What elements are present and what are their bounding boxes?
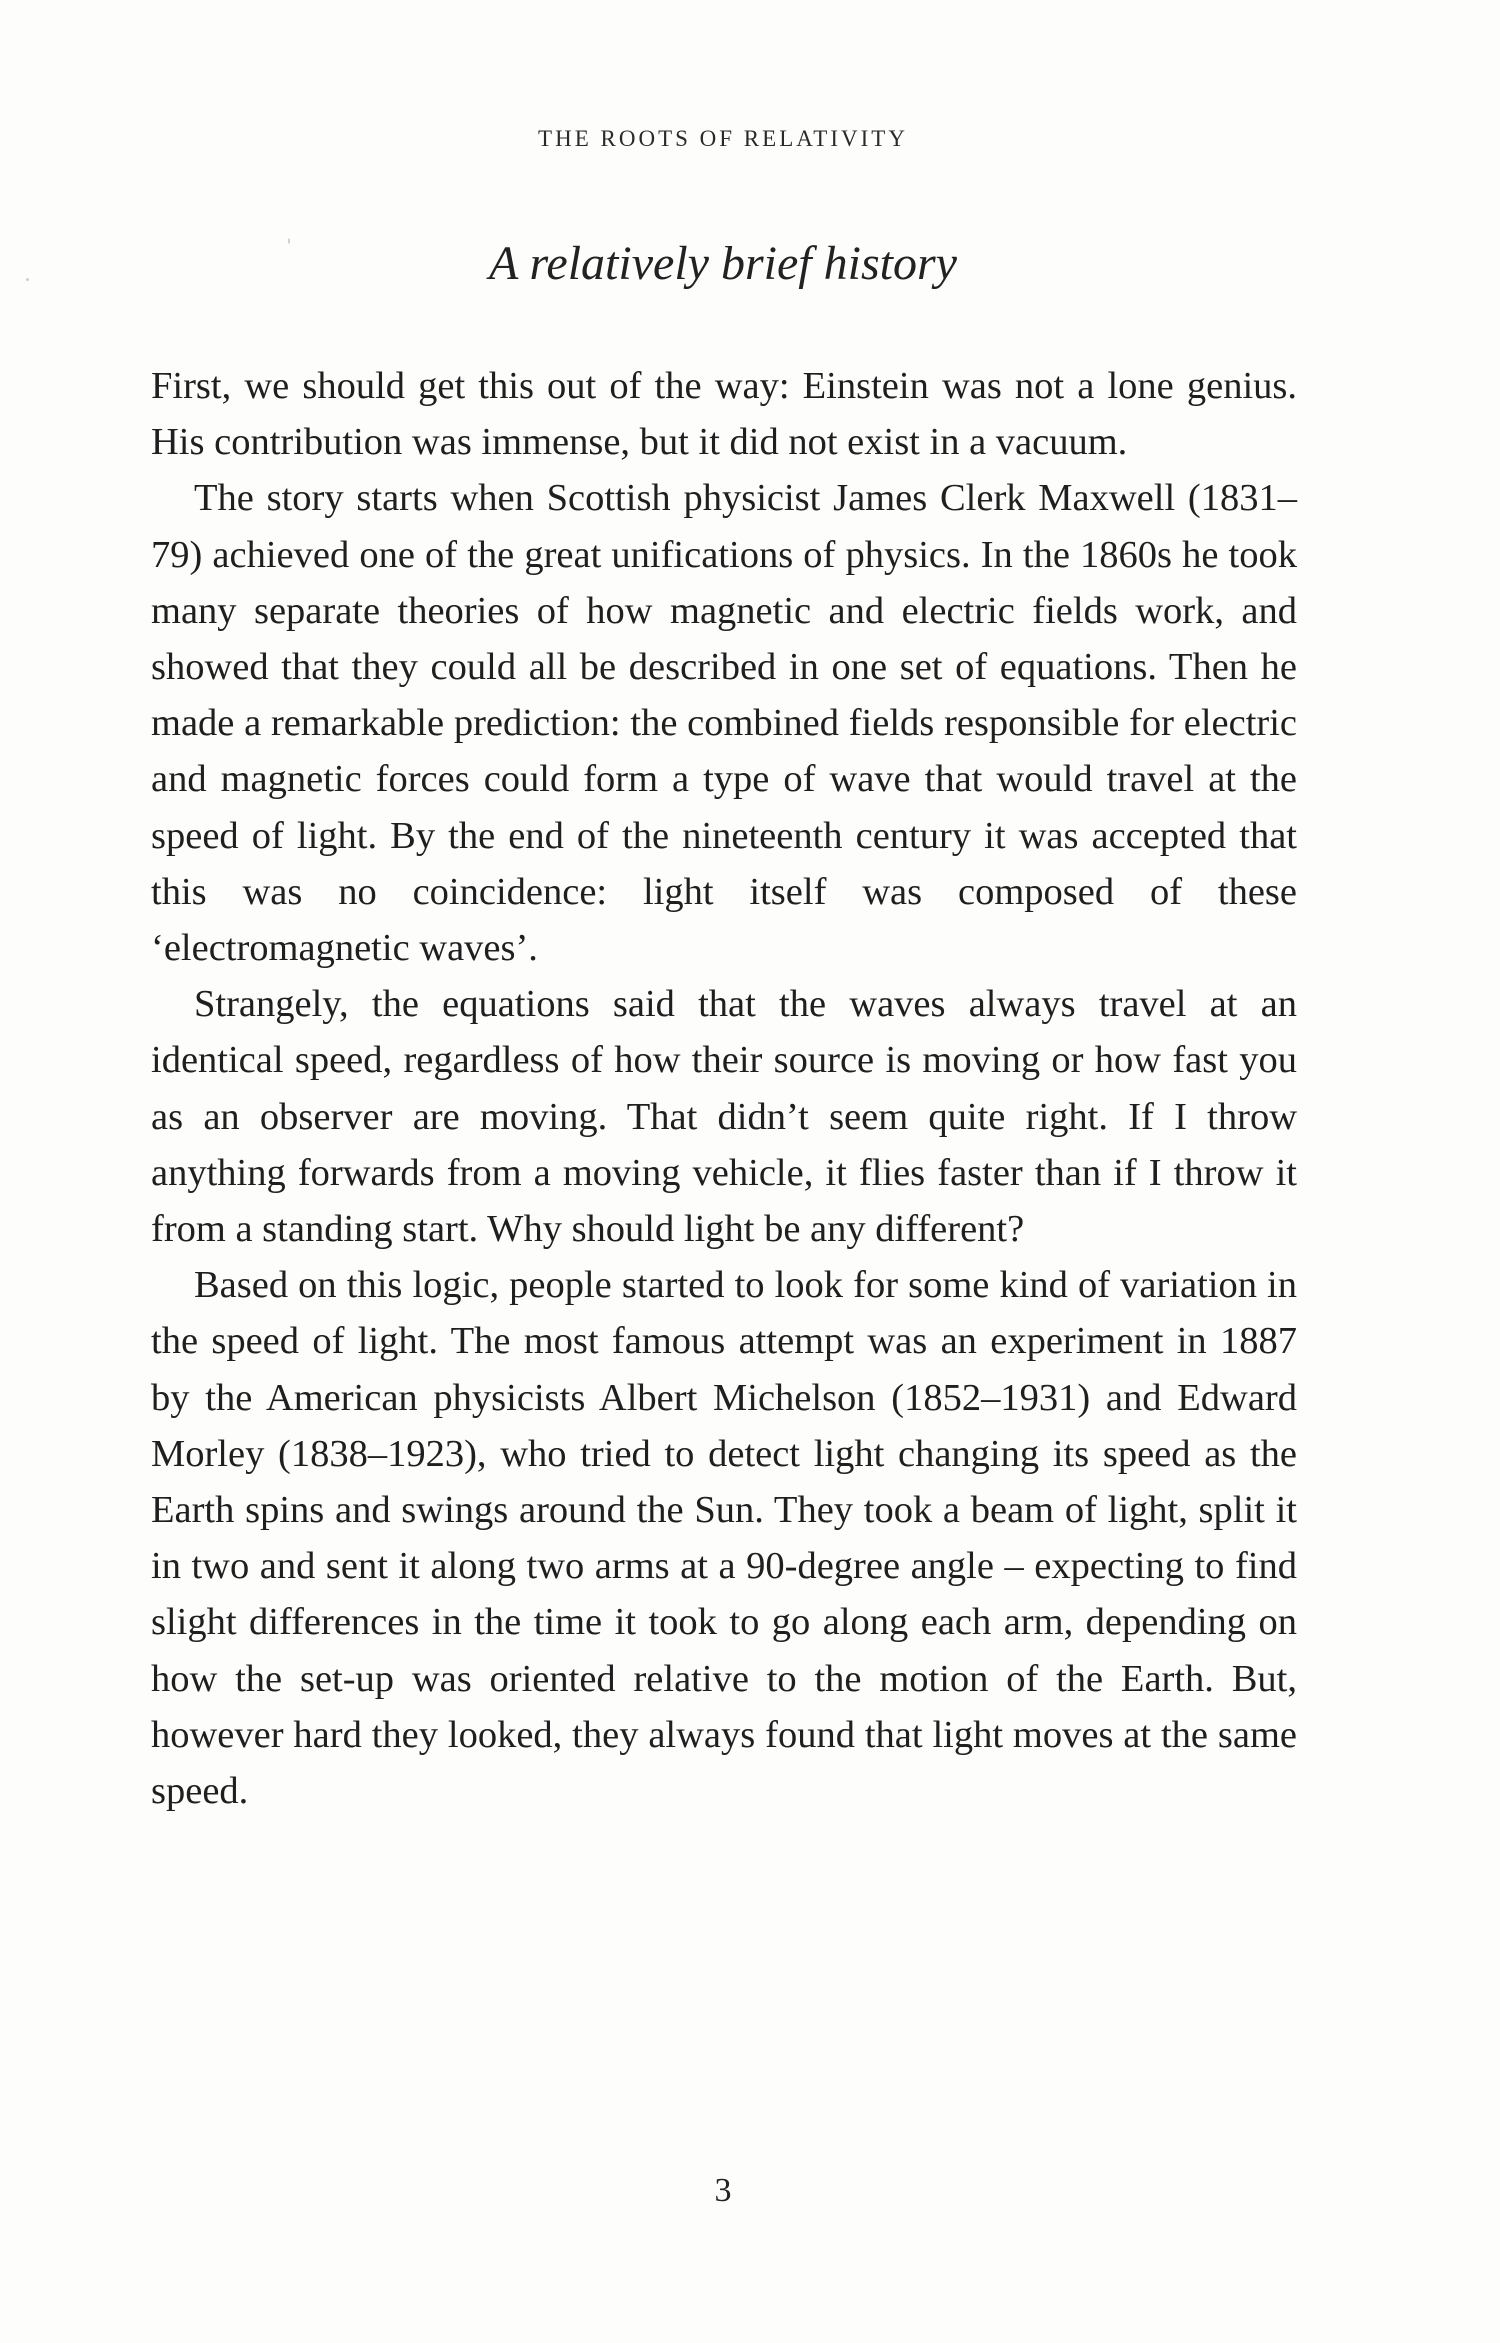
paragraph: Based on this logic, people started to look for some kind of variation in the speed of light. The most famous attempt was an experiment in 1887 by the American physicists Albert Michelson (1852–1931) and Edward Morley (1838–1923), who tried to detect light changing its speed as the Earth spins and swings around the Sun. They took a beam of light, split it in two and sent it along two arms at a 90-degree angle – expecting to find slight differences in the time it took to go along each arm, depending on how the set-up was oriented relative to the motion of the Earth. But, however hard they looked, they always found that light moves at the same speed. (151, 1264, 1297, 1813)
scan-speck (288, 238, 290, 244)
page-number: 3 (714, 2172, 732, 2209)
section-title: A relatively brief history (489, 237, 957, 290)
body-text (151, 358, 1297, 1819)
paragraph: First, we should get this out of the way: Einstein was not a lone genius. His contribution was immense, but it did not exist in a vacuum. (151, 365, 1297, 464)
scan-speck (26, 278, 29, 281)
paragraph: The story starts when Scottish physicist James Clerk Maxwell (1831–79) achieved one of the great unifications of physics. In the 1860s he took many separate theories of how magnetic and electric fields work, and showed that they could all be described in one set of equations. Then he made a remarkable prediction: the combined fields responsible for electric and magnetic forces could form a type of wave that would travel at the speed of light. By the end of the nineteenth century it was accepted that this was no coincidence: light itself was composed of these ‘electromagnetic waves’. (151, 477, 1297, 970)
paragraph: Strangely, the equations said that the waves always travel at an identical speed, regardless of how their source is moving or how fast you as an observer are moving. That didn’t seem quite right. If I throw anything forwards from a moving vehicle, it flies faster than if I throw it from a standing start. Why should light be any different? (151, 983, 1297, 1251)
running-head: THE ROOTS OF RELATIVITY (538, 126, 908, 151)
